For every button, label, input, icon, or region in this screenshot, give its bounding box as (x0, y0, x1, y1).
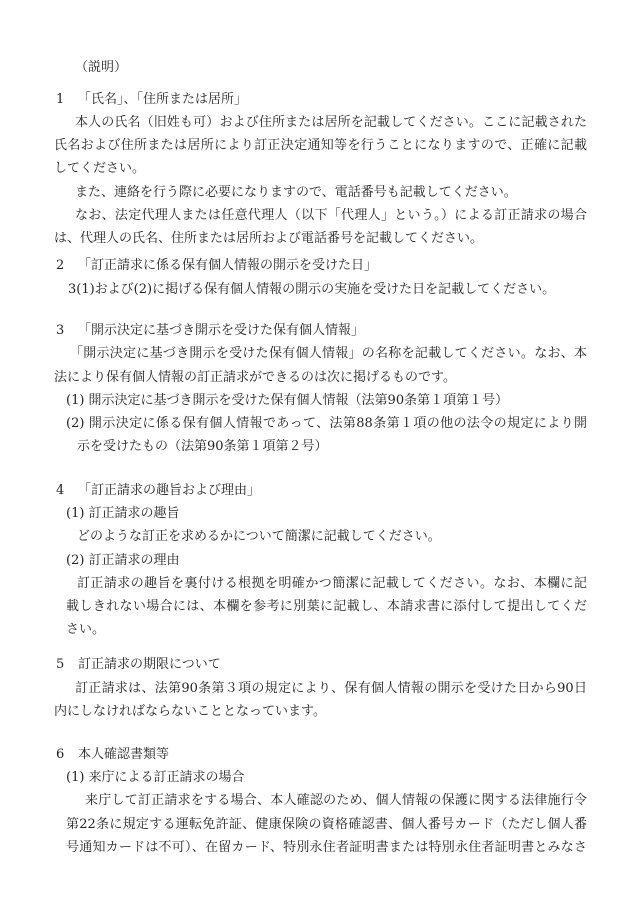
paragraph-line: 訂正請求の趣旨を裏付ける根拠を明確かつ簡潔に記載してください。なお、本欄に記 (77, 576, 587, 591)
section-number: 6 (56, 747, 65, 762)
heading-text: 「訂正請求に係る保有個人情報の開示を受けた日」 (78, 258, 378, 273)
section-4-heading (56, 482, 260, 500)
heading-text: 「氏名」、「住所または居所」 (78, 92, 248, 107)
heading-text: 訂正請求の期限について (78, 657, 221, 672)
heading-text: 「訂正請求の趣旨および理由」 (78, 483, 261, 498)
paragraph-line: 来庁して訂正請求をする場合、本人確認のため、個人情報の保護に関する法律施行令 (85, 793, 587, 808)
paragraph-line: どのような訂正を求めるかについて簡潔に記載してください。 (77, 529, 441, 544)
paragraph-line: は、代理人の氏名、住所または居所および電話番号を記載してください。 (54, 231, 484, 246)
section-number: 2 (56, 258, 65, 273)
section-6-heading (56, 746, 169, 764)
section-number: 3 (56, 323, 65, 338)
paragraph-line: 「開示決定に基づき開示を受けた保有個人情報」の名称を記載してください。なお、本 (70, 346, 587, 361)
section-number: 5 (56, 657, 65, 672)
paragraph-line: 訂正請求は、法第90条第３項の規定により、保有個人情報の開示を受けた日から90日 (75, 681, 587, 696)
section-2-heading (56, 257, 377, 275)
paragraph-line: 本人の氏名（旧姓も可）および住所または居所を記載してください。ここに記載された (75, 115, 587, 130)
heading-text: 「開示決定に基づき開示を受けた保有個人情報」 (78, 323, 365, 338)
section-3-heading (56, 322, 364, 340)
list-item: (1) 開示決定に基づき開示を受けた保有個人情報（法第90条第１項第１号） (66, 393, 509, 408)
document-title: （説明） (75, 60, 128, 75)
paragraph-line: さい。 (66, 622, 106, 637)
paragraph-line: 載しきれない場合には、本欄を参考に別葉に記載し、本請求書に添付して提出してくだ (66, 599, 587, 614)
subheading: (1) 訂正請求の趣旨 (66, 506, 180, 521)
paragraph-line: 法により保有個人情報の訂正請求ができるのは次に掲げるものです。 (54, 370, 456, 385)
paragraph-line: なお、法定代理人または任意代理人（以下「代理人」という。）による訂正請求の場合 (75, 208, 587, 223)
list-item: (2) 開示決定に係る保有個人情報であって、法第88条第１項の他の法令の規定により開 (66, 416, 587, 431)
paragraph-line: また、連絡を行う際に必要になりますので、電話番号も記載してください。 (75, 185, 517, 200)
paragraph-line: してください。 (54, 161, 146, 176)
section-1-heading (56, 91, 247, 109)
paragraph-line: 氏名および住所または居所により訂正決定通知等を行うことになりますので、正確に記載 (54, 138, 587, 153)
paragraph-line: 内にしなければならないこととなっています。 (54, 704, 326, 719)
heading-text: 本人確認書類等 (78, 747, 170, 762)
paragraph-line: 号通知カードは不可）、在留カード、特別永住者証明書または特別永住者証明書とみなさ (66, 840, 587, 855)
list-item-continuation: 示を受けたもの（法第90条第１項第２号） (77, 439, 328, 454)
subheading: (2) 訂正請求の理由 (66, 553, 180, 568)
subheading: (1) 来庁による訂正請求の場合 (66, 770, 245, 785)
section-number: 1 (56, 92, 65, 107)
paragraph-line: 3(1)および(2)に掲げる保有個人情報の開示の実施を受けた日を記載してください。 (68, 282, 556, 297)
paragraph-line: 第22条に規定する運転免許証、健康保険の資格確認書、個人番号カード（ただし個人番 (66, 817, 587, 832)
section-5-heading (56, 656, 221, 674)
section-number: 4 (56, 483, 65, 498)
